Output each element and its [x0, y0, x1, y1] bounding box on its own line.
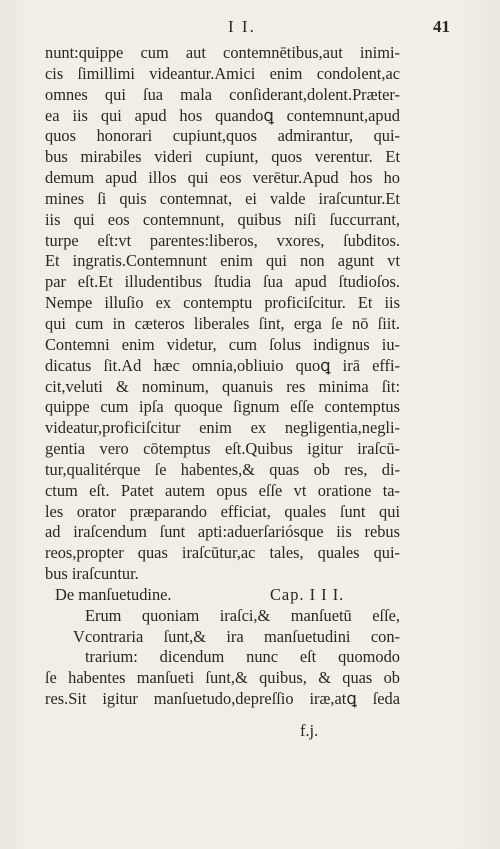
- text-line: ſe habentes manſueti ſunt,& quibus, & quas ob: [45, 668, 400, 688]
- text-line: [45, 606, 400, 627]
- page-number: 41: [433, 17, 450, 36]
- text-block: [45, 43, 400, 710]
- text-line: turpe eſt:vt parentes:liberos, vxores, ſubditos.: [45, 230, 400, 250]
- text-line: ea iis qui apud hos quandoꝗ contemnunt,apud: [45, 105, 400, 125]
- text-line: bus mirabiles videri cupiunt, quos verentur. Et: [45, 147, 400, 167]
- text-line: Nempe illuſio ex contemptu proficiſcitur. Et iis: [45, 293, 400, 313]
- text-line: ad iraſcendum ſunt apti:aduerſariósque iis rebus: [45, 522, 400, 542]
- text-line: Et ingratis.Contemnunt enim qui non agunt vt: [45, 251, 400, 271]
- chapter-heading: [45, 585, 400, 606]
- text-line: gentia vero cōtemptus eſt.Quibus igitur iraſcū-: [45, 439, 400, 459]
- text-line: mines ſi quis contemnat, ei valde iraſcuntur.Et: [45, 188, 400, 208]
- chapter-title: De manſuetudine.: [55, 584, 172, 604]
- text-line: iis qui eos contemnunt, quibus niſi ſuccurrant,: [45, 209, 400, 229]
- text-line: qui cum in cæteros liberales ſint, erga ſe nō ſiit.: [45, 313, 400, 333]
- text-line: res.Sit igitur manſuetudo,depreſſio iræ,atꝗ ſeda: [45, 689, 400, 709]
- text-line: reos,propter quas iraſcūtur,ac tales, quales qui-: [45, 543, 400, 563]
- chapter-number: Cap. I I I.: [270, 584, 345, 604]
- text-line: tur,qualitérque ſe habentes,& quas ob res, di-: [45, 459, 400, 479]
- text-line: bus iraſcuntur.: [45, 564, 139, 584]
- signature-mark: f.j.: [300, 721, 319, 740]
- text-line: videatur,proficiſcitur enim ex negligentia,negli-: [45, 418, 400, 438]
- text-line: les orator præparando efficiat, quales ſunt qui: [45, 501, 400, 521]
- text-line: ctum eſt. Patet autem opus eſſe vt oratione ta-: [45, 480, 400, 500]
- text-line: quippe cum ipſa quoque ſignum eſſe contemptus: [45, 397, 400, 417]
- text-line: Contemni enim videtur, cum ſolus indignus iu-: [45, 334, 400, 354]
- page-header: [0, 17, 500, 41]
- initial-letter: V: [73, 626, 85, 646]
- section-mark: I I.: [228, 17, 256, 36]
- text-line-content: contraria ſunt,& ira manſuetudini con-: [85, 626, 400, 646]
- text-line: omnes qui ſua mala conſiderant,dolent.Præter-: [45, 84, 400, 104]
- text-line: quos honorari cupiunt,quos admirantur, qui-: [45, 126, 400, 146]
- text-line: demum apud illos qui eos verētur.Apud hos ho: [45, 168, 400, 188]
- text-line: nunt:quippe cum aut contemnētibus,aut inimi-: [45, 43, 400, 62]
- text-line-content: Erum quoniam iraſci,& manſuetū eſſe,: [85, 605, 400, 625]
- text-line: dicatus ſit.Ad hæc omnia,obliuio quoꝗ irā effi-: [45, 355, 400, 375]
- text-line: par eſt.Et illudentibus ſtudia ſua apud ſtudioſos.: [45, 272, 400, 292]
- text-line: cis ſimillimi videantur.Amici enim condolent,ac: [45, 63, 400, 83]
- text-line: cit,veluti & nominum, quanuis res minima ſit:: [45, 376, 400, 396]
- text-line: [45, 627, 400, 648]
- text-line: trarium: dicendum nunc eſt quomodo: [85, 647, 400, 667]
